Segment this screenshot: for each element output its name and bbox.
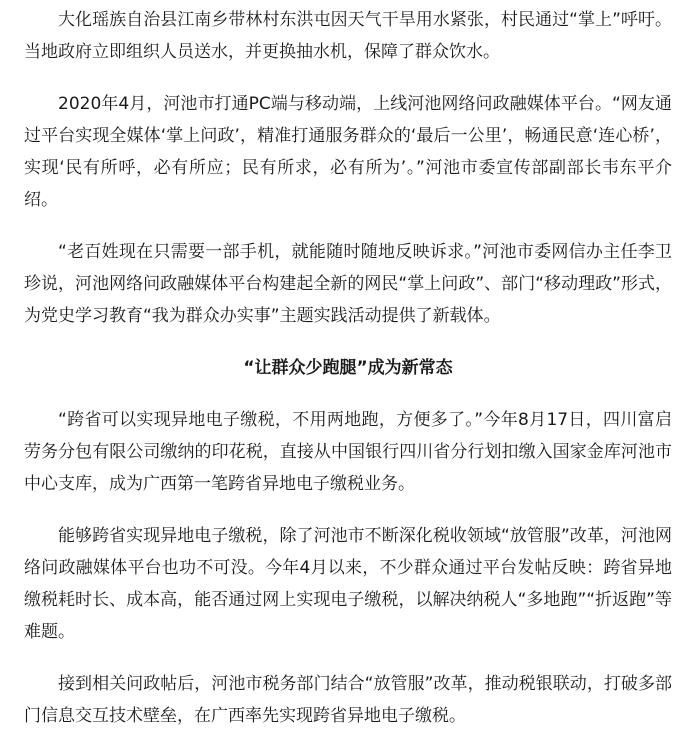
article-body bbox=[24, 4, 672, 732]
paragraph-platform-launch: 2020年4月，河池市打通PC端与移动端，上线河池网络问政融媒体平台。“网友通过平台实现全媒体‘掌上问政’，精准打通服务群众的‘最后一公里’，畅通民意‘连心桥’，实现‘民有所呼，必有所应；民有所求，必有所为’。”河池市委宣传部副部长韦东平介绍。 bbox=[24, 94, 672, 210]
section-heading: “让群众少跑腿”成为新常态 bbox=[243, 358, 453, 378]
paragraph-reform-reason: 能够跨省实现异地电子缴税，除了河池市不断深化税收领域“放管服”改革，河池网络问政融媒体平台也功不可没。今年4月以来，不少群众通过平台发帖反映：跨省异地缴税耗时长、成本高，能否通过网上实现电子缴税，以解决纳税人“多地跑”“折返跑”等难题。 bbox=[24, 526, 672, 642]
paragraph-mobile-petition: “老百姓现在只需要一部手机，就能随时随地反映诉求。”河池市委网信办主任李卫珍说，河池网络问政融媒体平台构建起全新的网民“掌上问政”、部门“移动理政”形式，为党史学习教育“我为群众办实事”主题实践活动提供了新载体。 bbox=[24, 242, 672, 326]
paragraph-drought-water-supply: 大化瑶族自治县江南乡带林村东洪屯因天气干旱用水紧张，村民通过“掌上”呼吁。当地政府立即组织人员送水，并更换抽水机，保障了群众饮水。 bbox=[24, 10, 672, 62]
paragraph-tax-department-action: 接到相关问政帖后，河池市税务部门结合“放管服”改革，推动税银联动，打破多部门信息交互技术壁垒，在广西率先实现跨省异地电子缴税。 bbox=[24, 674, 672, 726]
paragraph-cross-province-tax: “跨省可以实现异地电子缴税，不用两地跑，方便多了。”今年8月17日，四川富启劳务分包有限公司缴纳的印花税，直接从中国银行四川省分行划扣缴入国家金库河池市中心支库，成为广西第一笔跨省异地电子缴税业务。 bbox=[24, 410, 672, 494]
